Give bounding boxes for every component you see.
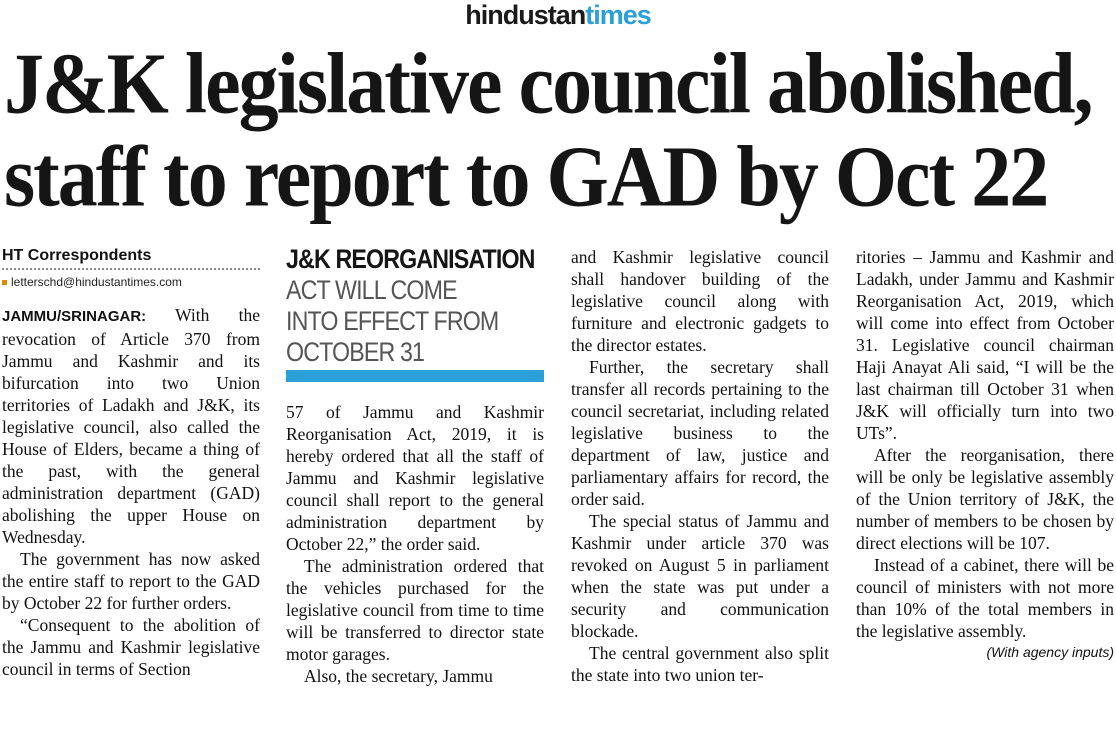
pull-quote-line: ACT WILL COME bbox=[286, 275, 457, 305]
paragraph: Also, the secretary, Jammu bbox=[304, 666, 493, 686]
masthead-part2: times bbox=[585, 0, 651, 30]
article-column-3 bbox=[571, 246, 829, 686]
paragraph: “Consequent to the abolition of the Jammu and Kashmir legislative council in terms of Section bbox=[2, 615, 260, 679]
byline-email: letterschd@hindustantimes.com bbox=[11, 275, 182, 289]
article-column-2 bbox=[286, 401, 544, 687]
byline-author: HT Correspondents bbox=[2, 247, 152, 264]
pull-quote-line: OCTOBER 31 bbox=[286, 337, 425, 367]
paragraph: The special status of Jammu and Kashmir under article 370 was revoked on August 5 in parliament when the state was put under a security and communication blockade. bbox=[571, 511, 829, 641]
agency-credit: (With agency inputs) bbox=[986, 644, 1114, 660]
paragraph: Instead of a cabinet, there will be council of ministers with not more than 10% of the total members in the legislative assembly. bbox=[856, 555, 1114, 641]
paragraph: After the reorganisation, there will be only be legislative assembly of the Union territory of J&K, the number of members to be chosen by direct elections will be 107. bbox=[856, 445, 1114, 553]
paragraph: 57 of Jammu and Kashmir Reorganisation Act, 2019, it is hereby ordered that all the staff of Jammu and Kashmir legislative council shall report to the general administration department by October 22,” the order said. bbox=[286, 402, 544, 554]
paragraph: The government has now asked the entire staff to report to the GAD by October 22 for further orders. bbox=[2, 549, 260, 613]
paragraph: The central government also split the state into two union ter- bbox=[571, 643, 829, 685]
headline-line2: staff to report to GAD by Oct 22 bbox=[4, 129, 1048, 225]
dateline: JAMMU/SRINAGAR: bbox=[2, 308, 147, 325]
masthead-logo bbox=[0, 0, 1116, 30]
pull-quote-kicker: J&K REORGANISATION bbox=[286, 244, 535, 274]
pull-quote bbox=[286, 244, 544, 382]
pull-quote-line: INTO EFFECT FROM bbox=[286, 306, 499, 336]
paragraph: Further, the secretary shall transfer all records pertaining to the council secretariat, including related legislative business to the department of law, justice and parliamentary affairs for record, the order said. bbox=[571, 357, 829, 509]
byline-email-row bbox=[2, 274, 260, 290]
bullet-square-icon bbox=[2, 280, 7, 285]
paragraph: The administration ordered that the vehicles purchased for the legislative council from time to time will be transferred to director state motor garages. bbox=[286, 556, 544, 664]
byline-divider bbox=[2, 268, 260, 270]
paragraph bbox=[2, 304, 260, 548]
headline-line1: J&K legislative council abolished, bbox=[4, 36, 1092, 132]
paragraph: ritories – Jammu and Kashmir and Ladakh, under Jammu and Kashmir Reorganisation Act, 2019, which will come into effect from October 31. Legislative council chairman Haji Anayat Ali said, “I will be the last chairman till October 31 when J&K will officially turn into two UTs”. bbox=[856, 247, 1114, 443]
headline bbox=[4, 38, 1114, 224]
article-column-4 bbox=[856, 246, 1114, 662]
masthead-part1: hindustan bbox=[465, 0, 586, 30]
article-column-1 bbox=[2, 246, 260, 680]
pull-quote-bar bbox=[286, 370, 544, 382]
paragraph-text: With the revocation of Article 370 from Jammu and Kashmir and its bifurcation into two Union territories of Ladakh and J&K, its legislative council, also called the House of Elders, became a thing of the past, with the general administration department (GAD) abolishing the upper House on Wednesday. bbox=[2, 305, 260, 547]
paragraph: and Kashmir legislative council shall handover building of the legislative council along with furniture and electronic gadgets to the director estates. bbox=[571, 247, 829, 355]
